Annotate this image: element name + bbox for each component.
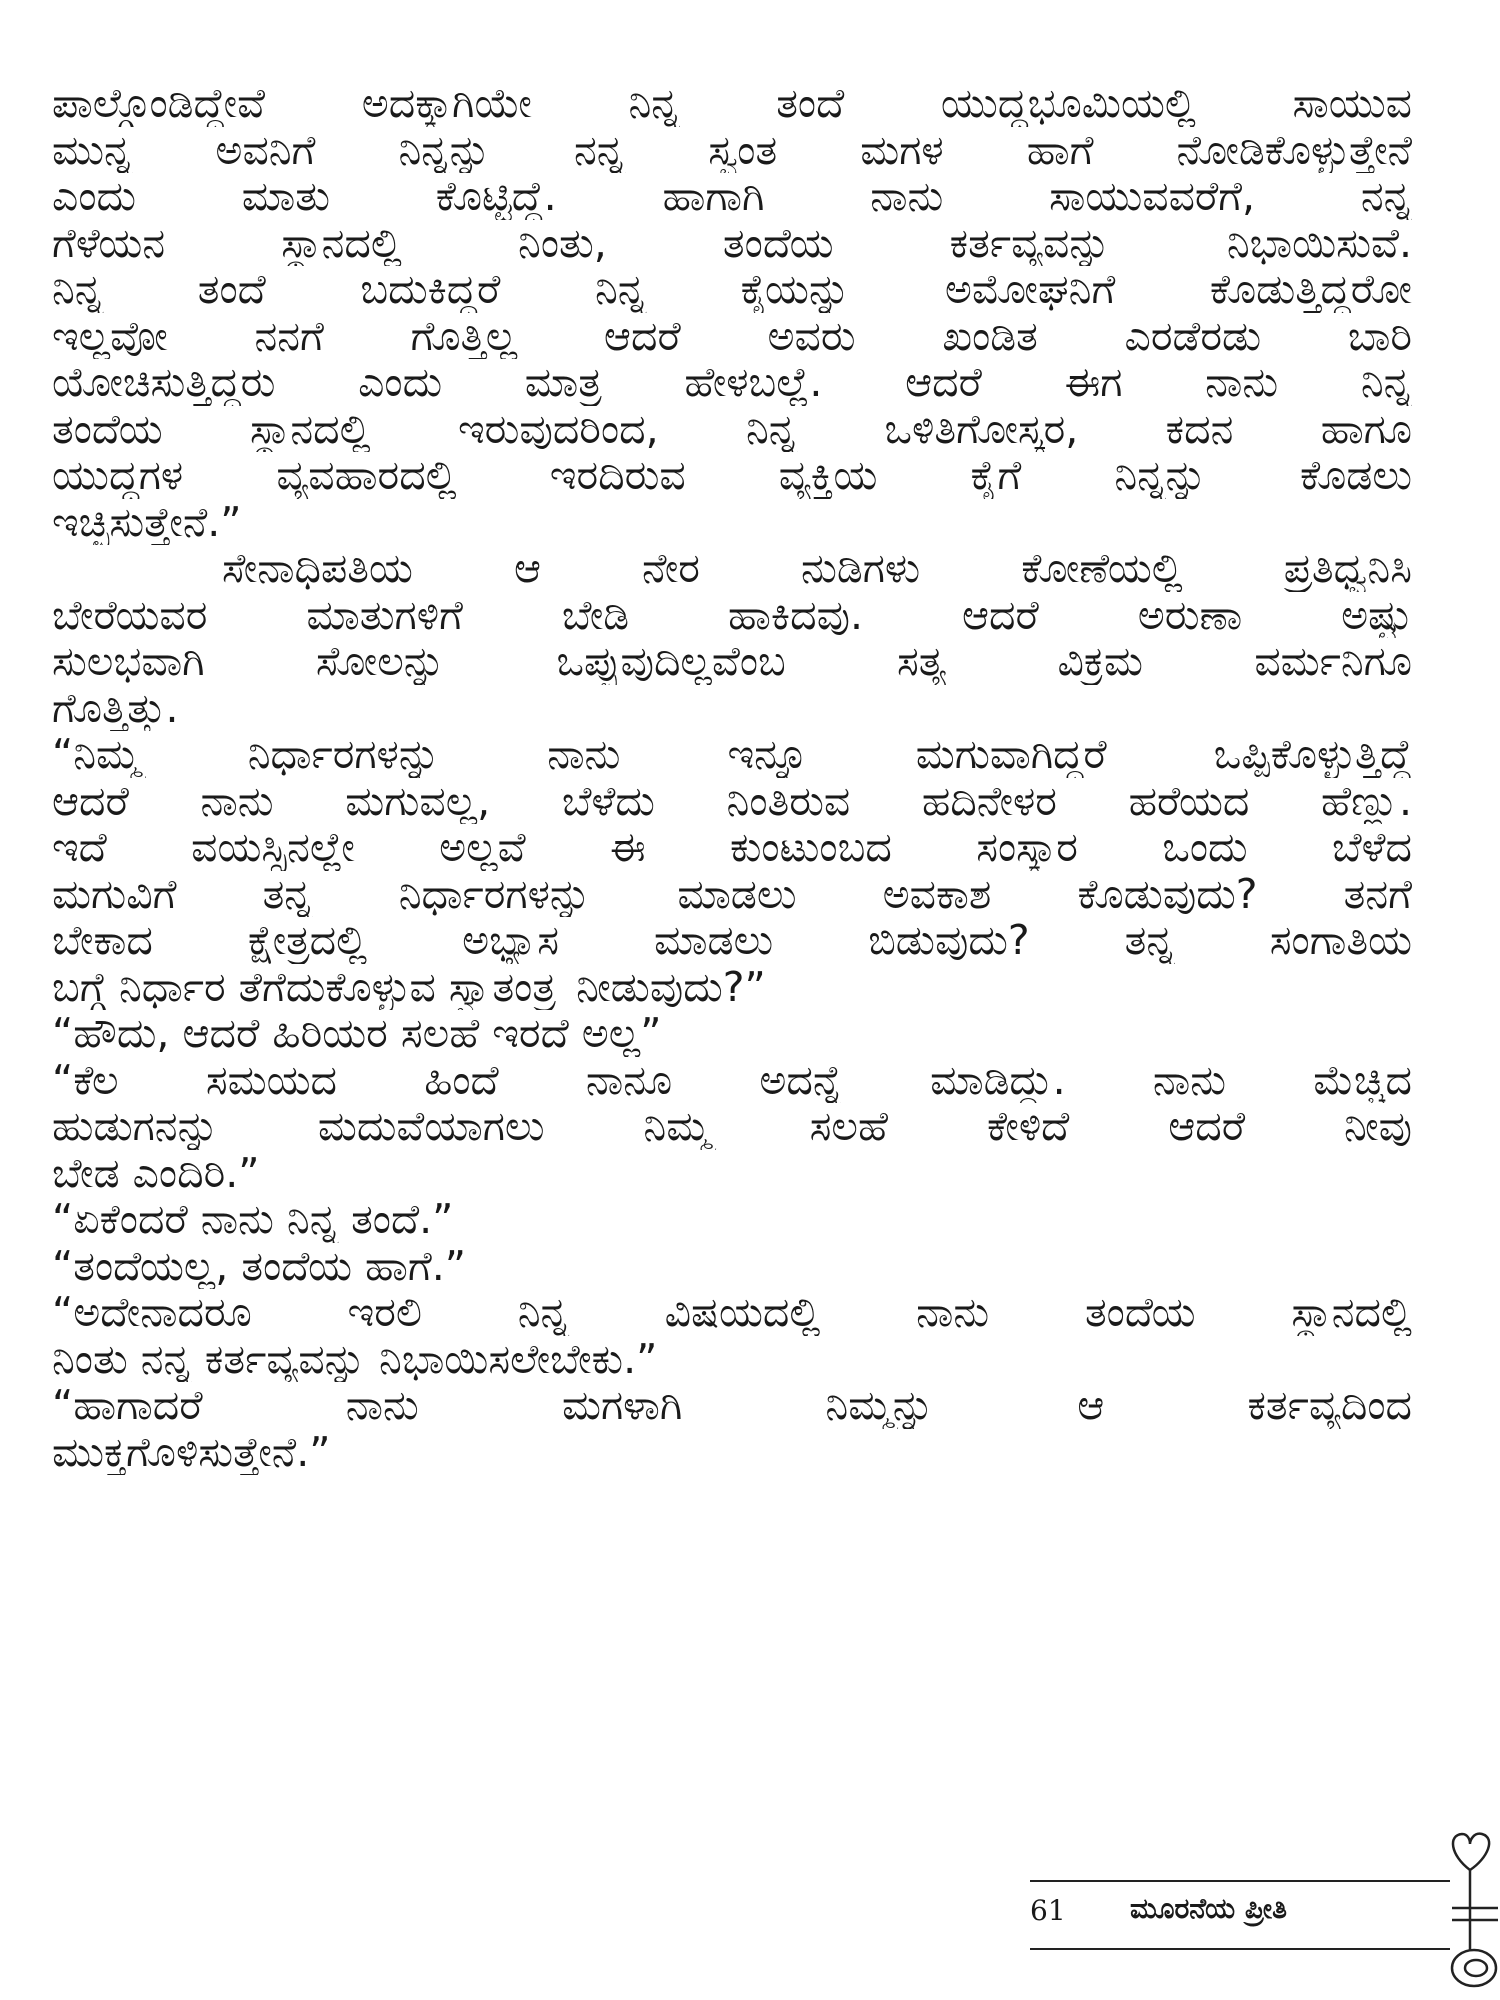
text-line: ಆದರೆ ನಾನು ಮಗುವಲ್ಲ, ಬೆಳೆದು ನಿಂತಿರುವ ಹದಿನೇಳರ ಹರೆಯದ ಹೆಣ್ಣು. [52, 777, 1412, 824]
text-line: ಗೊತ್ತಿತ್ತು. [52, 684, 179, 731]
text-line: ಎಂದು ಮಾತು ಕೊಟ್ಟಿದ್ದೆ. ಹಾಗಾಗಿ ನಾನು ಸಾಯುವವರೆಗೆ, ನನ್ನ [52, 173, 1412, 220]
text-line: ಬೇಡ ಎಂದಿರಿ.” [52, 1149, 260, 1196]
text-line: ಇಚ್ಛಿಸುತ್ತೇನೆ.” [52, 498, 242, 545]
text-line: “ತಂದೆಯಲ್ಲ, ತಂದೆಯ ಹಾಗೆ.” [52, 1242, 467, 1289]
text-line: ಬೇರೆಯವರ ಮಾತುಗಳಿಗೆ ಬೇಡಿ ಹಾಕಿದವು. ಆದರೆ ಅರುಣಾ ಅಷ್ಟು [52, 591, 1412, 638]
text-line: ಮುಕ್ತಗೊಳಿಸುತ್ತೇನೆ.” [52, 1428, 331, 1475]
text-line: “ಹಾಗಾದರೆ ನಾನು ಮಗಳಾಗಿ ನಿಮ್ಮನ್ನು ಆ ಕರ್ತವ್ಯದಿಂದ [52, 1382, 1412, 1429]
footer-rule-bottom [1030, 1948, 1450, 1950]
text-line: “ಹೌದು, ಆದರೆ ಹಿರಿಯರ ಸಲಹೆ ಇರದೆ ಅಲ್ಲ” [52, 1010, 662, 1057]
text-line: “ನಿಮ್ಮ ನಿರ್ಧಾರಗಳನ್ನು ನಾನು ಇನ್ನೂ ಮಗುವಾಗಿದ್ದರೆ ಒಪ್ಪಿಕೊಳ್ಳುತ್ತಿದ್ದೆ [52, 731, 1412, 778]
text-line: ಯುದ್ಧಗಳ ವ್ಯವಹಾರದಲ್ಲಿ ಇರದಿರುವ ವ್ಯಕ್ತಿಯ ಕೈಗೆ ನಿನ್ನನ್ನು ಕೊಡಲು [52, 452, 1412, 499]
text-line: ಪಾಲ್ಗೊಂಡಿದ್ದೇವೆ ಅದಕ್ಕಾಗಿಯೇ ನಿನ್ನ ತಂದೆ ಯುದ್ಧಭೂಮಿಯಲ್ಲಿ ಸಾಯುವ [52, 80, 1412, 127]
heart-ornament-icon [1440, 1830, 1500, 2000]
text-line: “ಕೆಲ ಸಮಯದ ಹಿಂದೆ ನಾನೂ ಅದನ್ನೆ ಮಾಡಿದ್ದು. ನಾನು ಮೆಚ್ಚಿದ [52, 1056, 1412, 1103]
footer-rule-top [1030, 1880, 1450, 1882]
text-line: “ಏಕೆಂದರೆ ನಾನು ನಿನ್ನ ತಂದೆ.” [52, 1196, 454, 1243]
text-line: ಮುನ್ನ ಅವನಿಗೆ ನಿನ್ನನ್ನು ನನ್ನ ಸ್ವಂತ ಮಗಳ ಹಾಗೆ ನೋಡಿಕೊಳ್ಳುತ್ತೇನೆ [52, 126, 1412, 173]
book-title: ಮೂರನೆಯ ಪ್ರೀತಿ [1130, 1892, 1287, 1925]
text-line: ಗೆಳೆಯನ ಸ್ಥಾನದಲ್ಲಿ ನಿಂತು, ತಂದೆಯ ಕರ್ತವ್ಯವನ್ನು ನಿಭಾಯಿಸುವೆ. [52, 219, 1412, 266]
text-line: ನಿಂತು ನನ್ನ ಕರ್ತವ್ಯವನ್ನು ನಿಭಾಯಿಸಲೇಬೇಕು.” [52, 1335, 658, 1382]
text-line: ಹುಡುಗನನ್ನು ಮದುವೆಯಾಗಲು ನಿಮ್ಮ ಸಲಹೆ ಕೇಳಿದೆ ಆದರೆ ನೀವು [52, 1103, 1412, 1150]
text-line: ಮಗುವಿಗೆ ತನ್ನ ನಿರ್ಧಾರಗಳನ್ನು ಮಾಡಲು ಅವಕಾಶ ಕೊಡುವುದು? ತನಗೆ [52, 870, 1412, 917]
page-number: 61 [1030, 1894, 1066, 1927]
text-line: “ಅದೇನಾದರೂ ಇರಲಿ ನಿನ್ನ ವಿಷಯದಲ್ಲಿ ನಾನು ತಂದೆಯ ಸ್ಥಾನದಲ್ಲಿ [52, 1289, 1412, 1336]
text-line: ಸೇನಾಧಿಪತಿಯ ಆ ನೇರ ನುಡಿಗಳು ಕೋಣೆಯಲ್ಲಿ ಪ್ರತಿಧ್ವನಿಸಿ [222, 545, 1412, 592]
text-line: ಇಲ್ಲವೋ ನನಗೆ ಗೊತ್ತಿಲ್ಲ ಆದರೆ ಅವರು ಖಂಡಿತ ಎರಡೆರಡು ಬಾರಿ [52, 312, 1412, 359]
text-line: ನಿನ್ನ ತಂದೆ ಬದುಕಿದ್ದರೆ ನಿನ್ನ ಕೈಯನ್ನು ಅಮೋಘನಿಗೆ ಕೊಡುತ್ತಿದ್ದರೋ [52, 266, 1412, 313]
text-line: ತಂದೆಯ ಸ್ಥಾನದಲ್ಲಿ ಇರುವುದರಿಂದ, ನಿನ್ನ ಒಳಿತಿಗೋಸ್ಕರ, ಕದನ ಹಾಗೂ [52, 405, 1412, 452]
text-line: ಯೋಚಿಸುತ್ತಿದ್ದರು ಎಂದು ಮಾತ್ರ ಹೇಳಬಲ್ಲೆ. ಆದರೆ ಈಗ ನಾನು ನಿನ್ನ [52, 359, 1412, 406]
text-line: ಬೇಕಾದ ಕ್ಷೇತ್ರದಲ್ಲಿ ಅಭ್ಯಾಸ ಮಾಡಲು ಬಿಡುವುದು? ತನ್ನ ಸಂಗಾತಿಯ [52, 917, 1412, 964]
page-footer [1030, 1880, 1450, 1950]
body-text [52, 80, 1412, 1475]
text-line: ಸುಲಭವಾಗಿ ಸೋಲನ್ನು ಒಪ್ಪುವುದಿಲ್ಲವೆಂಬ ಸತ್ಯ ವಿಕ್ರಮ ವರ್ಮನಿಗೂ [52, 638, 1412, 685]
text-line: ಬಗ್ಗೆ ನಿರ್ಧಾರ ತೆಗೆದುಕೊಳ್ಳುವ ಸ್ವಾತಂತ್ರ್ಯ ನೀಡುವುದು?” [52, 963, 766, 1010]
text-line: ಇದೆ ವಯಸ್ಸಿನಲ್ಲೇ ಅಲ್ಲವೆ ಈ ಕುಂಟುಂಬದ ಸಂಸ್ಕಾರ ಒಂದು ಬೆಳೆದ [52, 824, 1412, 871]
